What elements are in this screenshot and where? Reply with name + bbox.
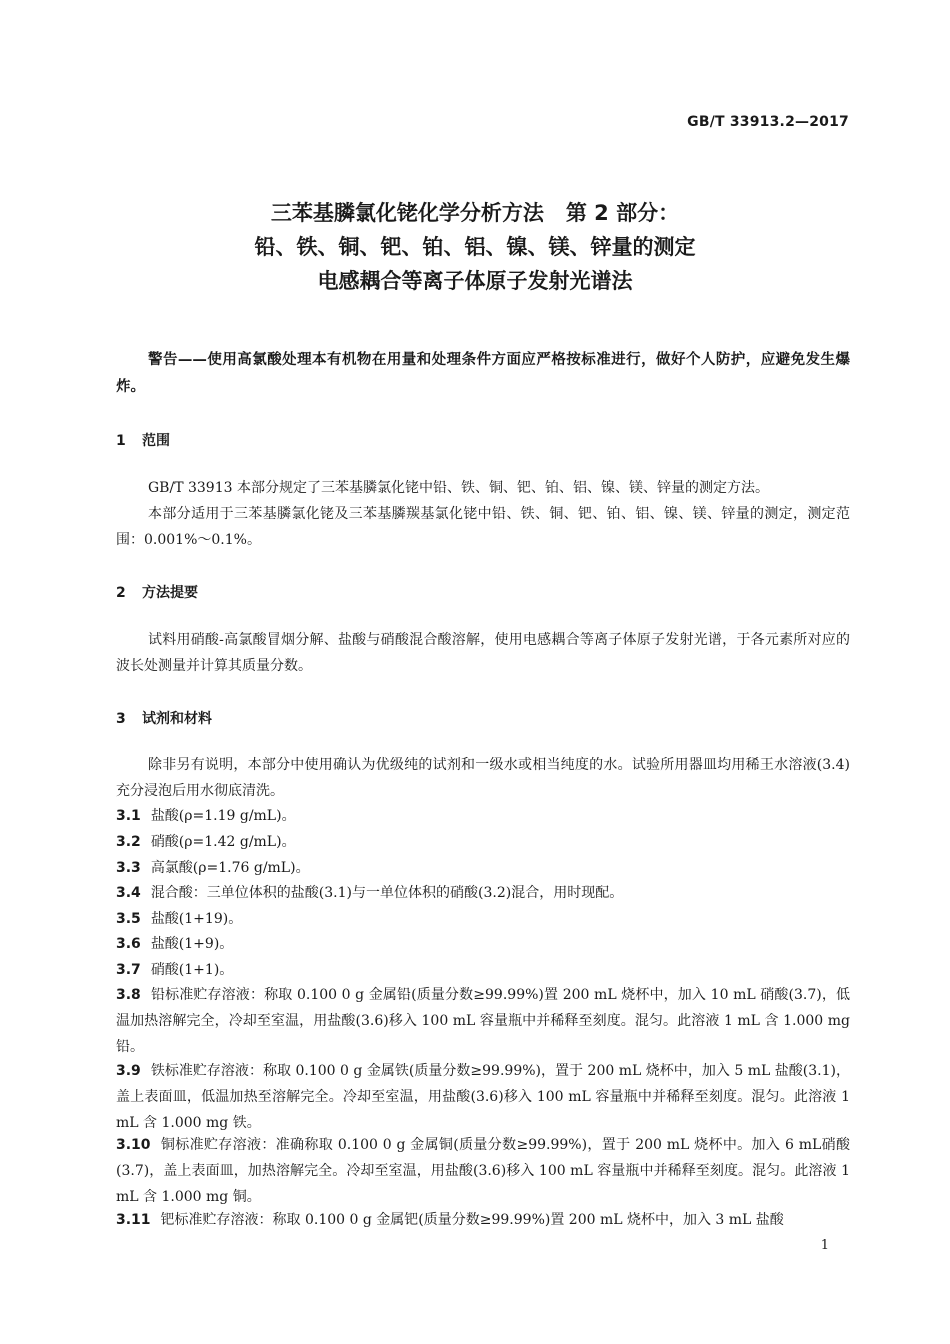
item-number: 3.5 (116, 911, 141, 927)
item-number: 3.7 (116, 962, 141, 978)
list-item (116, 880, 850, 906)
item-text: 盐酸(1+19)。 (150, 911, 243, 927)
list-item (116, 1207, 850, 1233)
list-item (116, 982, 850, 1060)
title-line-2: 铅、铁、铜、钯、铂、铝、镍、镁、锌量的测定 (254, 235, 696, 259)
section-2-heading (116, 582, 198, 602)
section-2-paragraph-1: 试料用硝酸-高氯酸冒烟分解、盐酸与硝酸混合酸溶解，使用电感耦合等离子体原子发射光谱，于各元素所对应的波长处测量并计算其质量分数。 (116, 632, 850, 674)
document-title (0, 196, 950, 298)
section-3-heading (116, 708, 212, 728)
item-text: 钯标准贮存溶液：称取 0.100 0 g 金属钯(质量分数≥99.99%)置 200 mL 烧杯中，加入 3 mL 盐酸 (160, 1212, 784, 1228)
standard-code: GB/T 33913.2—2017 (687, 114, 849, 130)
item-number: 3.11 (116, 1212, 151, 1228)
item-text: 铅标准贮存溶液：称取 0.100 0 g 金属铅(质量分数≥99.99%)置 200 mL 烧杯中，加入 10 mL 硝酸(3.7)，低温加热溶解完全，冷却至室温，用盐酸(3.6)移入 100 mL 容量瓶中并稀释至刻度。混匀。此溶液 1 mL 含 1.000 mg 铅。 (116, 987, 850, 1055)
item-number: 3.9 (116, 1063, 141, 1079)
item-text: 高氯酸(ρ=1.76 g/mL)。 (150, 860, 310, 876)
item-number: 3.1 (116, 808, 141, 824)
section-1-paragraph-1: GB/T 33913 本部分规定了三苯基膦氯化铑中铅、铁、铜、钯、铂、铝、镍、镁、锌量的测定方法。 (148, 480, 769, 496)
section-number: 3 (116, 711, 126, 727)
item-number: 3.4 (116, 885, 141, 901)
section-title: 范围 (142, 433, 170, 449)
section-number: 2 (116, 585, 126, 601)
section-number: 1 (116, 433, 126, 449)
item-number: 3.8 (116, 987, 141, 1003)
section-title: 方法提要 (142, 585, 198, 601)
item-number: 3.2 (116, 834, 141, 850)
list-item (116, 803, 850, 829)
item-text: 盐酸(1+9)。 (150, 936, 234, 952)
item-text: 铁标准贮存溶液：称取 0.100 0 g 金属铁(质量分数≥99.99%)，置于 200 mL 烧杯中，加入 5 mL 盐酸(3.1)，盖上表面皿，低温加热至溶解完全。冷却至室温，用盐酸(3.6)移入 100 mL 容量瓶中并稀释至刻度。混匀。此溶液 1 mL 含 1.000 mg 铁。 (116, 1063, 850, 1131)
item-text: 铜标准贮存溶液：准确称取 0.100 0 g 金属铜(质量分数≥99.99%)，置于 200 mL 烧杯中。加入 6 mL硝酸(3.7)，盖上表面皿，加热溶解完全。冷却至室温，用盐酸(3.6)移入 100 mL 容量瓶中并稀释至刻度。混匀。此溶液 1 mL 含 1.000 mg 铜。 (116, 1137, 850, 1205)
section-title: 试剂和材料 (142, 711, 212, 727)
list-item (116, 931, 850, 957)
page-number: 1 (820, 1238, 829, 1253)
section-1-paragraph-2: 本部分适用于三苯基膦氯化铑及三苯基膦羰基氯化铑中铅、铁、铜、钯、铂、铝、镍、镁、锌量的测定，测定范围：0.001%～0.1%。 (116, 506, 850, 548)
list-item (116, 1132, 850, 1210)
section-1-heading (116, 430, 170, 450)
item-text: 盐酸(ρ=1.19 g/mL)。 (150, 808, 296, 824)
section-3-paragraph-1: 除非另有说明，本部分中使用确认为优级纯的试剂和一级水或相当纯度的水。试验所用器皿均用稀王水溶液(3.4)充分浸泡后用水彻底清洗。 (116, 757, 850, 799)
item-number: 3.3 (116, 860, 141, 876)
item-number: 3.10 (116, 1137, 151, 1153)
title-line-1: 三苯基膦氯化铑化学分析方法 第 2 部分： (270, 201, 680, 225)
item-text: 混合酸：三单位体积的盐酸(3.1)与一单位体积的硝酸(3.2)混合，用时现配。 (150, 885, 624, 901)
item-text: 硝酸(1+1)。 (150, 962, 234, 978)
item-text: 硝酸(ρ=1.42 g/mL)。 (150, 834, 296, 850)
list-item (116, 957, 850, 983)
title-line-3: 电感耦合等离子体原子发射光谱法 (317, 269, 633, 293)
list-item (116, 855, 850, 881)
item-number: 3.6 (116, 936, 141, 952)
warning-paragraph: 警告——使用高氯酸处理本有机物在用量和处理条件方面应严格按标准进行，做好个人防护，应避免发生爆炸。 (116, 352, 850, 395)
list-item (116, 1058, 850, 1136)
list-item (116, 829, 850, 855)
list-item (116, 906, 850, 932)
